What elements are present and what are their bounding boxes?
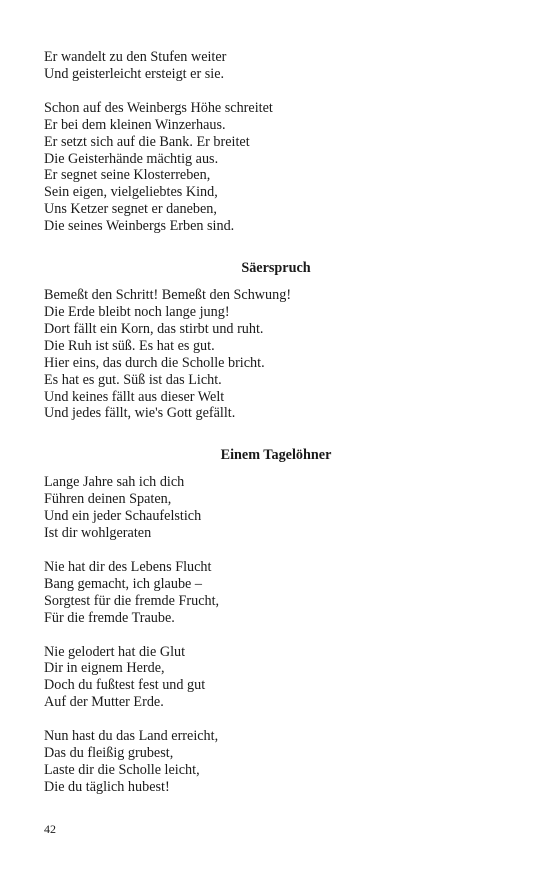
verse-line: Hier eins, das durch die Scholle bricht.: [44, 354, 265, 371]
verse-line: Für die fremde Traube.: [44, 609, 175, 626]
poem-saerspruch: [44, 260, 514, 422]
stanza: [44, 474, 514, 542]
verse-line: Doch du fußtest fest und gut: [44, 677, 206, 694]
verse-line: Und ein jeder Schaufelstich: [44, 508, 202, 525]
verse-line: Nie hat dir des Lebens Flucht: [44, 558, 212, 575]
verse-line: Auf der Mutter Erde.: [44, 694, 164, 711]
verse-line: Uns Ketzer segnet er daneben,: [44, 201, 217, 218]
verse-line: Die seines Weinbergs Erben sind.: [44, 218, 235, 235]
verse-line: Dort fällt ein Korn, das stirbt und ruht.: [44, 320, 264, 337]
verse-line: Führen deinen Spaten,: [44, 491, 172, 508]
verse-line: Das du fleißig grubest,: [44, 745, 174, 762]
poem-title: Säerspruch: [241, 260, 311, 277]
poem-continuation: [44, 49, 514, 235]
verse-line: Die Geisterhände mächtig aus.: [44, 150, 219, 167]
verse-line: Laste dir die Scholle leicht,: [44, 762, 200, 778]
stanza: [44, 49, 514, 83]
verse-line: Dir in eignem Herde,: [44, 660, 165, 677]
verse-line: Sorgtest für die fremde Frucht,: [44, 592, 220, 609]
stanza: [44, 287, 514, 422]
verse-line: Nie gelodert hat die Glut: [44, 643, 186, 660]
verse-line: Ist dir wohlgeraten: [44, 525, 152, 542]
poem-title: Einem Tagelöhner: [220, 447, 332, 464]
verse-line: Lange Jahre sah ich dich: [44, 474, 185, 491]
verse-line: Sein eigen, vielgeliebtes Kind,: [44, 184, 218, 201]
verse-line: Die Ruh ist süß. Es hat es gut.: [44, 337, 215, 354]
verse-line: Und keines fällt aus dieser Welt: [44, 388, 225, 405]
verse-line: Bang gemacht, ich glaube –: [44, 575, 202, 592]
verse-line: Bemeßt den Schritt! Bemeßt den Schwung!: [44, 287, 292, 304]
poem-tageloehner: [44, 447, 514, 796]
verse-line: Er segnet seine Klosterreben,: [44, 167, 211, 184]
verse-line: Er wandelt zu den Stufen weiter: [44, 49, 227, 65]
verse-line: Er setzt sich auf die Bank. Er breitet: [44, 133, 250, 150]
stanza: [44, 728, 514, 796]
stanza: [44, 644, 514, 712]
verse-line: Die du täglich hubest!: [44, 778, 170, 795]
verse-line: Nun hast du das Land erreicht,: [44, 728, 219, 745]
book-page: [44, 49, 514, 796]
verse-line: Er bei dem kleinen Winzerhaus.: [44, 116, 226, 133]
verse-line: Die Erde bleibt noch lange jung!: [44, 303, 230, 320]
verse-line: Und jedes fällt, wie's Gott gefällt.: [44, 405, 236, 422]
page-number: 42: [44, 822, 56, 836]
verse-line: Es hat es gut. Süß ist das Licht.: [44, 371, 222, 388]
verse-line: Und geisterleicht ersteigt er sie.: [44, 65, 225, 82]
stanza: [44, 559, 514, 627]
verse-line: Schon auf des Weinbergs Höhe schreitet: [44, 99, 273, 116]
stanza: [44, 100, 514, 235]
